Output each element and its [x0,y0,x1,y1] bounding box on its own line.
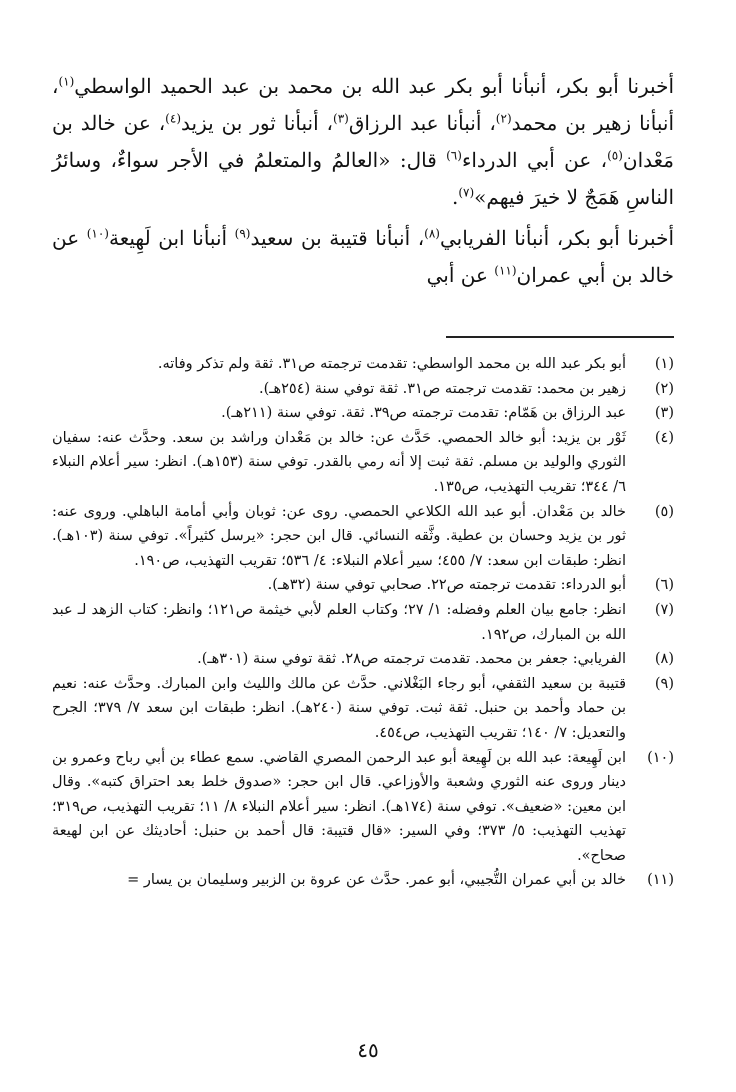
footnote-marker: (٥) [607,148,623,163]
text-segment: ، أنبأنا ثور بن يزيد [181,111,333,135]
footnote-text: عبد الرزاق بن هَمّام: تقدمت ترجمته ص٣٩. ثقة. توفي سنة (٢١١هـ). [221,405,626,422]
text-segment: أخبرنا أبو بكر، أنبأنا الفريابي [439,226,675,250]
footnote [52,401,674,426]
footnote-marker: (٩) [234,226,251,241]
text-segment: عن أبي [426,263,495,287]
footnote-number: (٩) [654,675,674,692]
book-page [52,68,674,893]
footnote-text: خالد بن أبي عمران التُّجيبي، أبو عمر. حدَّث عن عروة بن الزبير وسليمان بن يسار = [127,872,626,889]
footnote [52,868,674,893]
footnote-text: ابن لَهِيعة: عبد الله بن لَهِيعة أبو عبد الرحمن المصري القاضي. سمع عطاء بن أبي رباح وعمرو بن دينار وروى عنه الثوري وشعبة والأوزاعي. قال ابن حجر: «صدوق خلط بعد احتراق كتبه». وقال ابن معين: «ضعيف». توفي سنة (١٧٤هـ). انظر: سير أعلام النبلاء ٨/ ١١؛ تقريب التهذيب، ص٣١٩؛ تهذيب التهذيب: ٥/ ٣٧٣؛ وفي السير: «قال قتيبة: قال أحمد بن حنبل: أحاديثك عن ابن لهيعة صحاح». [52,749,626,864]
footnote-marker: (١٠) [86,226,109,241]
text-segment: ، عن خالد بن مَعْدان [52,111,675,172]
footnote-marker: (٨) [424,226,440,241]
footnote-number: (٣) [654,405,674,422]
footnote-marker: (٤) [165,111,181,126]
footnote [52,352,674,377]
footnote-text: الفريابي: جعفر بن محمد. تقدمت ترجمته ص٢٨. ثقة توفي سنة (٣٠١هـ). [197,651,626,668]
footnote [52,500,674,574]
footnote-number: (٨) [654,651,674,668]
footnote-number: (٥) [654,503,674,520]
footnote-number: (١٠) [647,749,674,766]
footnote [52,746,674,869]
footnote-number: (١) [654,356,674,372]
footnote-text: ثَوْر بن يزيد: أبو خالد الحمصي. حَدَّث عن: خالد بن مَعْدان وراشد بن سعد. وحدَّث عنه: سفيان الثوري والوليد بن مسلم. ثقة ثبت إلا أنه رمي بالقدر. توفي سنة (١٥٣هـ). انظر: سير أعلام النبلاء ٦/ ٣٤٤؛ تقريب التهذيب، ص١٣٥. [52,429,626,495]
footnote-number: (٢) [654,380,674,397]
text-segment: عن خالد بن أبي عمران [52,226,674,287]
text-segment: . [451,185,459,209]
page-number: ٤٥ [357,1038,379,1062]
footnote-text: زهير بن محمد: تقدمت ترجمته ص٣١. ثقة توفي سنة (٢٥٤هـ). [258,380,626,397]
footnote-marker: (٢) [495,111,512,126]
text-segment: ، أنبأنا زهير بن محمد [52,74,674,135]
footnote-text: أبو بكر عبد الله بن محمد الواسطي: تقدمت ترجمته ص٣١. ثقة ولم تذكر وفاته. [157,356,626,372]
footnote [52,598,674,647]
footnote [52,672,674,746]
footnote-marker: (٦) [446,148,462,163]
main-paragraph [52,220,674,294]
footnote [52,573,674,598]
footnote-number: (٦) [654,577,674,594]
text-segment: أخبرنا أبو بكر، أنبأنا أبو بكر عبد الله بن محمد بن عبد الحميد الواسطي [74,74,674,98]
footnotes [52,352,674,893]
footnote [52,426,674,500]
text-segment: ، أنبأنا عبد الرزاق [348,111,496,135]
footnote-number: (١١) [647,872,674,889]
main-paragraph [52,68,674,216]
footnote-separator [446,336,674,338]
text-segment: ، عن أبي الدرداء [461,148,608,172]
footnote-text: أبو الدرداء: تقدمت ترجمته ص٢٢. صحابي توفي سنة (٣٢هـ). [267,577,626,594]
main-text [52,68,674,294]
footnote-marker: (١) [58,74,75,89]
footnote [52,647,674,672]
footnote-number: (٤) [654,429,674,446]
footnote-marker: (٣) [333,111,349,126]
footnote-marker: (١١) [494,263,517,278]
text-segment: قال: «العالمُ والمتعلمُ في الأجر سواءٌ، وسائرُ الناسِ هَمَجٌ لا خيرَ فيهم» [52,148,674,209]
text-segment: ، أنبأنا قتيبة بن سعيد [250,226,425,250]
footnote [52,377,674,402]
footnote-number: (٧) [654,601,674,618]
footnote-text: قتيبة بن سعيد الثقفي، أبو رجاء البَغْلاني. حدَّث عن مالك والليث وابن المبارك. وحدَّث عنه: نعيم بن حماد وأحمد بن حنبل. ثقة ثبت. توفي سنة (٢٤٠هـ). انظر: طبقات ابن سعد ٧/ ٣٧٩؛ الجرح والتعديل: ٧/ ١٤٠؛ تقريب التهذيب، ص٤٥٤. [52,675,627,741]
footnote-text: انظر: جامع بيان العلم وفضله: ١/ ٢٧؛ وكتاب العلم لأبي خيثمة ص١٢١؛ وانظر: كتاب الزهد لـ عبد الله بن المبارك، ص١٩٢. [52,601,626,643]
text-segment: أنبأنا ابن لَهِيعة [108,226,235,250]
footnote-text: خالد بن مَعْدان. أبو عبد الله الكلاعي الحمصي. روى عن: ثوبان وأبي أمامة الباهلي. وروى عنه: ثور بن يزيد وحسان بن عطية. وثَّقه النسائي. قال ابن حجر: «يرسل كثيراً». توفي سنة (١٠٣هـ). انظر: طبقات ابن سعد: ٧/ ٤٥٥؛ سير أعلام النبلاء: ٤/ ٥٣٦؛ تقريب التهذيب، ص١٩٠. [52,503,626,569]
footnote-marker: (٧) [458,185,475,200]
